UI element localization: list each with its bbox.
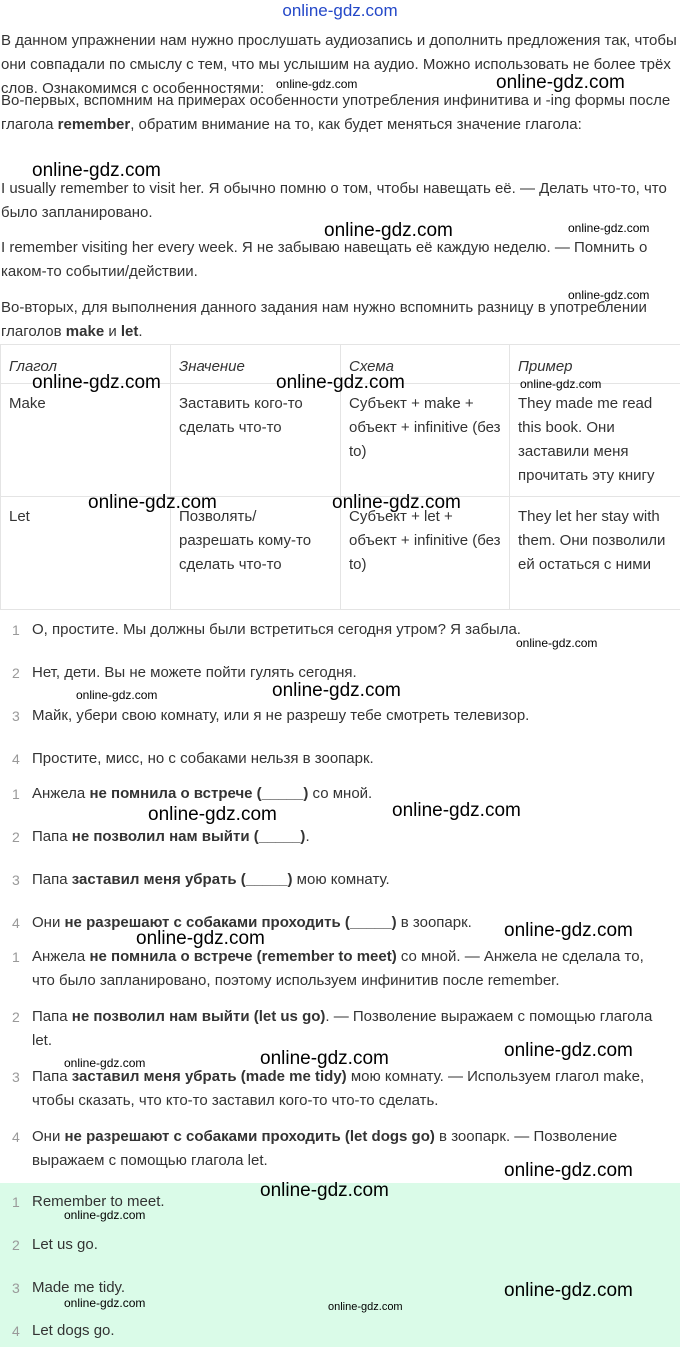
item-number: 4 (12, 751, 20, 767)
watermark: online-gdz.com (516, 636, 598, 650)
item-number: 2 (12, 665, 20, 681)
item-number: 4 (12, 1129, 20, 1145)
watermark: online-gdz.com (32, 372, 161, 393)
list-item (0, 747, 680, 771)
gap-list (0, 782, 680, 935)
remember-paragraph: Во-первых, вспомним на примерах особенности употребления инфинитива и -ing формы после глагола remember, обратим внимание на то, как будет меняться значение глагола: (1, 92, 671, 133)
item-number: 2 (12, 829, 20, 845)
watermark: online-gdz.com (32, 160, 161, 181)
item-number: 3 (12, 1280, 20, 1296)
header-meaning: Значение (171, 345, 341, 384)
item-number: 1 (12, 786, 20, 802)
table-cell: Заставить кого-то сделать что-то (171, 384, 341, 497)
watermark: online-gdz.com (88, 492, 217, 513)
example-remember-ing: I remember visiting her every week. Я не забываю навещать её каждую неделю. — Помнить о каком-то событии/действии. (1, 239, 648, 280)
item-text: Они не разрешают с собаками проходить (let dogs go) в зоопарк. — Позволение выражаем с помощью глагола let. (32, 1128, 618, 1169)
list-item (0, 1319, 680, 1343)
watermark: online-gdz.com (64, 1056, 146, 1070)
item-number: 2 (12, 1009, 20, 1025)
list-item (0, 825, 680, 849)
item-number: 1 (12, 1194, 20, 1210)
example-remember-to: I usually remember to visit her. Я обычно помню о том, чтобы навещать её. — Делать что-то, что было запланировано. (1, 180, 667, 221)
watermark: online-gdz.com (136, 928, 265, 949)
watermark: online-gdz.com (504, 920, 633, 941)
table-cell: Make (1, 384, 171, 497)
watermark: online-gdz.com (568, 221, 650, 235)
table-cell: Let (1, 497, 171, 610)
item-number: 1 (12, 622, 20, 638)
item-text: Папа не позволил нам выйти (_____). (32, 828, 310, 845)
list-item (0, 945, 660, 993)
item-text: Папа заставил меня убрать (made me tidy) мою комнату. — Используем глагол make, чтобы сказать, что кто-то заставил кого-то что-то сделать. (32, 1068, 645, 1109)
watermark: online-gdz.com (332, 492, 461, 513)
table-cell: Позволять/ разрешать кому-то сделать что-то (171, 497, 341, 610)
make-let-paragraph: Во-вторых, для выполнения данного задания нам нужно вспомнить разницу в употреблении глаголов make и let. (1, 299, 647, 340)
intro-paragraph: В данном упражнении нам нужно прослушать аудиозапись и дополнить предложения так, чтобы они совпадали по смыслу с тем, что мы услышим на аудио. Можно использовать не более трёх слов. Ознакомимся с особенностями: (1, 32, 677, 97)
watermark: online-gdz.com (64, 1208, 146, 1222)
item-number: 3 (12, 872, 20, 888)
watermark: online-gdz.com (496, 72, 625, 93)
item-number: 1 (12, 949, 20, 965)
header-verb: Глагол (1, 345, 171, 384)
table-cell: They let her stay with them. Они позволили ей остаться с ними (510, 497, 680, 610)
answer-text: Let us go. (32, 1236, 98, 1253)
item-text: Папа заставил меня убрать (_____) мою комнату. (32, 871, 390, 888)
watermark: online-gdz.com (504, 1040, 633, 1061)
table-cell: Субъект + let + объект + infinitive (без to) (341, 497, 510, 610)
watermark: online-gdz.com (276, 77, 358, 91)
watermark: online-gdz.com (520, 377, 602, 391)
watermark: online-gdz.com (568, 288, 650, 302)
watermark: online-gdz.com (64, 1296, 146, 1310)
item-number: 3 (12, 1069, 20, 1085)
answer-text: Remember to meet. (32, 1193, 165, 1210)
item-text: Анжела не помнила о встрече (_____) со мной. (32, 785, 373, 802)
table-cell: They made me read this book. Они заставили меня прочитать эту книгу (510, 384, 680, 497)
watermark: online-gdz.com (328, 1301, 403, 1313)
list-item (0, 1065, 660, 1113)
item-text: Они не разрешают с собаками проходить (_____) в зоопарк. (32, 914, 472, 931)
table-cell: Субъект + make + объект + infinitive (без to) (341, 384, 510, 497)
item-number: 2 (12, 1237, 20, 1253)
header-example: Пример (510, 345, 680, 384)
item-text: Майк, убери свою комнату, или я не разрешу тебе смотреть телевизор. (32, 707, 530, 724)
item-text: О, простите. Мы должны были встретиться сегодня утром? Я забыла. (32, 621, 521, 638)
item-number: 3 (12, 708, 20, 724)
list-item (0, 704, 680, 728)
watermark: online-gdz.com (324, 220, 453, 241)
item-number: 4 (12, 915, 20, 931)
watermark: online-gdz.com (392, 800, 521, 821)
list-item (0, 1233, 680, 1257)
item-text: Папа не позволил нам выйти (let us go). — Позволение выражаем с помощью глагола let. (32, 1008, 653, 1049)
watermark: online-gdz.com (260, 1048, 389, 1069)
item-text: Простите, мисс, но с собаками нельзя в зоопарк. (32, 750, 374, 767)
item-text: Нет, дети. Вы не можете пойти гулять сегодня. (32, 664, 357, 681)
watermark: online-gdz.com (504, 1160, 633, 1181)
header-scheme: Схема (341, 345, 510, 384)
item-text: Анжела не помнила о встрече (remember to meet) со мной. — Анжела не сделала то, что было запланировано, поэтому используем инфинитив после remember. (32, 948, 644, 989)
list-item (0, 782, 680, 806)
answer-text: Made me tidy. (32, 1279, 126, 1296)
watermark: online-gdz.com (276, 372, 405, 393)
watermark: online-gdz.com (260, 1180, 389, 1201)
watermark: online-gdz.com (148, 804, 277, 825)
watermark: online-gdz.com (76, 688, 158, 702)
item-number: 4 (12, 1323, 20, 1339)
watermark: online-gdz.com (504, 1280, 633, 1301)
table-row (1, 384, 680, 497)
list-item (0, 868, 680, 892)
site-link[interactable]: online-gdz.com (282, 1, 398, 20)
watermark: online-gdz.com (272, 680, 401, 701)
answer-text: Let dogs go. (32, 1322, 115, 1339)
